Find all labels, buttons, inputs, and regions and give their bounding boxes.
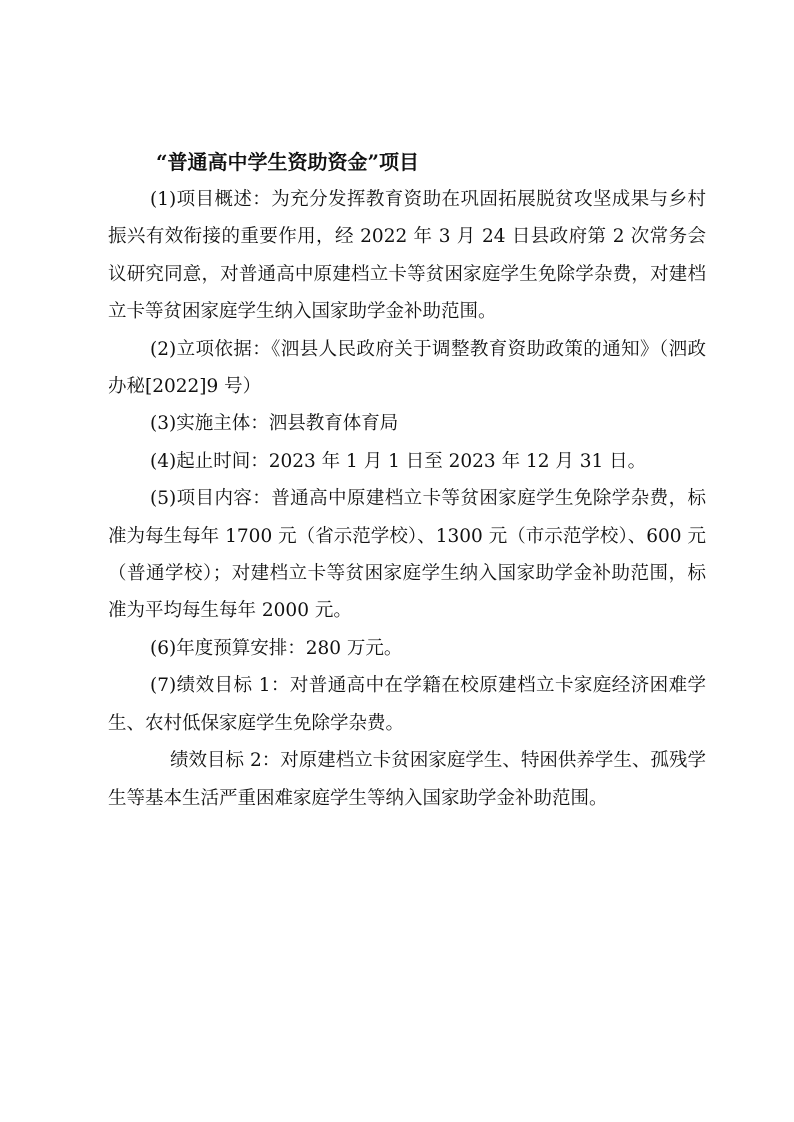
paragraph-period: (4)起止时间：2023 年 1 月 1 日至 2023 年 12 月 31 日。 bbox=[150, 450, 647, 472]
paragraph-basis: (2)立项依据：《泗县人民政府关于调整教育资助政策的通知》（泗政办秘[2022]9 号） bbox=[108, 338, 706, 398]
document-title: “普通高中学生资助资金”项目 bbox=[156, 150, 420, 174]
document-body bbox=[108, 143, 706, 817]
paragraph-budget: (6)年度预算安排：280 万元。 bbox=[150, 637, 403, 659]
paragraph-implementer: (3)实施主体：泗县教育体育局 bbox=[150, 413, 399, 435]
paragraph-overview: (1)项目概述：为充分发挥教育资助在巩固拓展脱贫攻坚成果与乡村振兴有效衔接的重要作用，经 2022 年 3 月 24 日县政府第 2 次常务会议研究同意，对普通高中原建档立卡等贫困家庭学生免除学杂费，对建档立卡等贫困家庭学生纳入国家助学金补助范围。 bbox=[108, 189, 706, 323]
paragraph-content: (5)项目内容：普通高中原建档立卡等贫困家庭学生免除学杂费，标准为每生每年 1700 元（省示范学校）、1300 元（市示范学校）、600 元（普通学校）；对建档立卡等贫困家庭学生纳入国家助学金补助范围，标准为平均每生每年 2000 元。 bbox=[108, 488, 706, 622]
paragraph-goal-1: (7)绩效目标 1：对普通高中在学籍在校原建档立卡家庭经济困难学生、农村低保家庭学生免除学杂费。 bbox=[108, 675, 706, 734]
paragraph-goal-2: 绩效目标 2：对原建档立卡贫困家庭学生、特困供养学生、孤残学生等基本生活严重困难家庭学生等纳入国家助学金补助范围。 bbox=[108, 750, 706, 809]
